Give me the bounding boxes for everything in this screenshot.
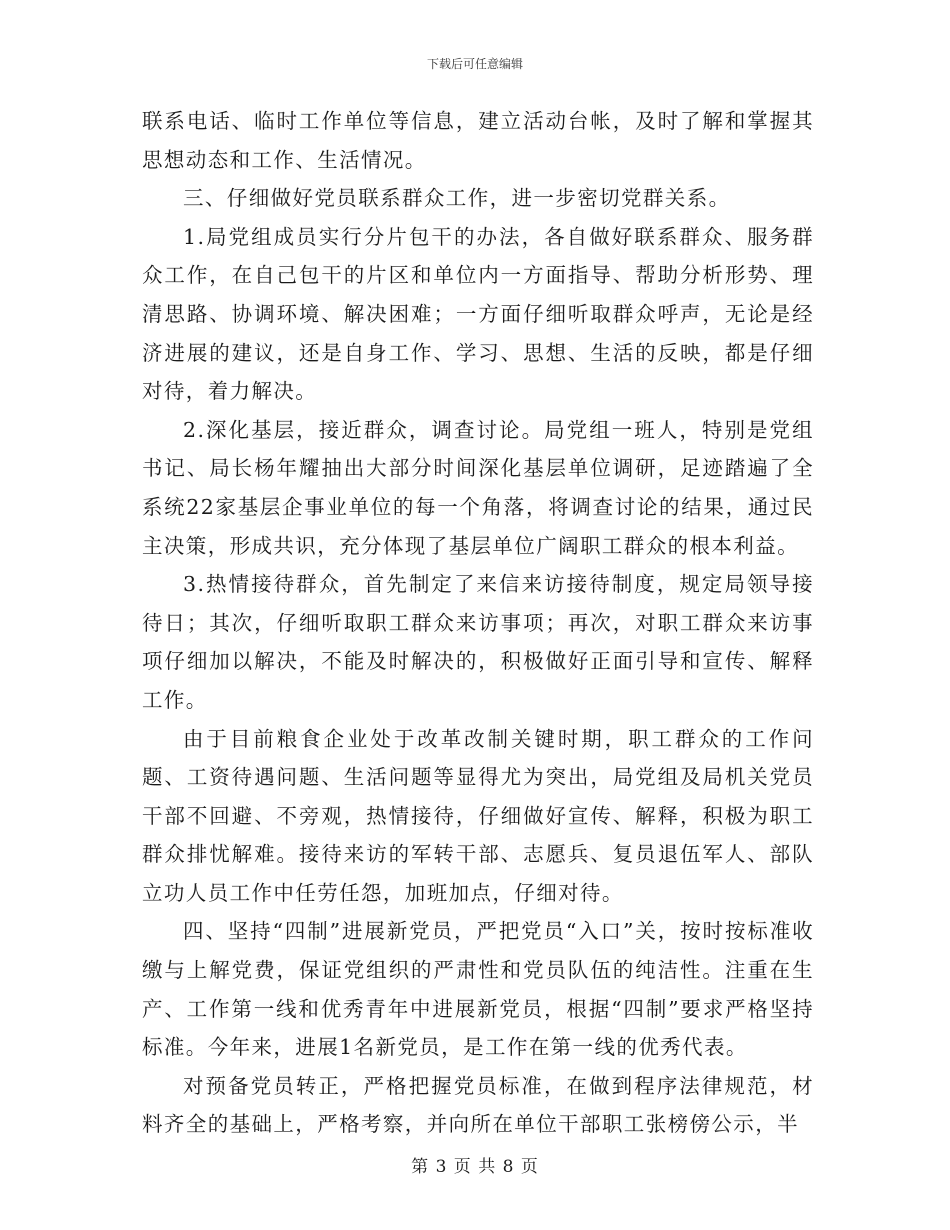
paragraph: 对预备党员转正，严格把握党员标准，在做到程序法律规范，材料齐全的基础上，严格考察，并向所在单位干部职工张榜傍公示，半 xyxy=(142,1073,814,1137)
document-body xyxy=(142,102,814,1144)
paragraph: 3.热情接待群众，首先制定了来信来访接待制度，规定局领导接待日；其次，仔细听取职工群众来访事项；再次，对职工群众来访事项仔细加以解决，不能及时解决的，积极做好正面引导和宣传、解释工作。 xyxy=(142,572,814,712)
paragraph: 2.深化基层，接近群众，调查讨论。局党组一班人，特别是党组书记、局长杨年耀抽出大部分时间深化基层单位调研，足迹踏遍了全系统22家基层企事业单位的每一个角落，将调查讨论的结果，通过民主决策，形成共识，充分体现了基层单位广阔职工群众的根本利益。 xyxy=(142,417,814,558)
paragraph: 1.局党组成员实行分片包干的办法，各自做好联系群众、服务群众工作，在自己包干的片区和单位内一方面指导、帮助分析形势、理清思路、协调环境、解决困难；一方面仔细听取群众呼声，无论是经济进展的建议，还是自身工作、学习、思想、生活的反映，都是仔细对待，着力解决。 xyxy=(142,224,814,404)
paragraph: 三、仔细做好党员联系群众工作，进一步密切党群关系。 xyxy=(183,186,731,211)
page-header-note: 下载后可任意编辑 xyxy=(426,57,523,71)
page-number: 第 3 页 共 8 页 xyxy=(411,1157,539,1177)
paragraph: 由于目前粮食企业处于改革改制关键时期，职工群众的工作问题、工资待遇问题、生活问题等显得尤为突出，局党组及局机关党员干部不回避、不旁观，热情接待，仔细做好宣传、解释，积极为职工群众排忧解难。接待来访的军转干部、志愿兵、复员退伍军人、部队立功人员工作中任劳任怨，加班加点，仔细对待。 xyxy=(142,726,814,905)
paragraph: 四、坚持“四制”进展新党员，严把党员“入口”关，按时按标准收缴与上解党费，保证党组织的严肃性和党员队伍的纯洁性。注重在生产、工作第一线和优秀青年中进展新党员，根据“四制”要求严格坚持标准。今年来，进展1名新党员，是工作在第一线的优秀代表。 xyxy=(142,919,814,1060)
paragraph: 联系电话、临时工作单位等信息，建立活动台帐，及时了解和掌握其思想动态和工作、生活情况。 xyxy=(142,109,814,172)
